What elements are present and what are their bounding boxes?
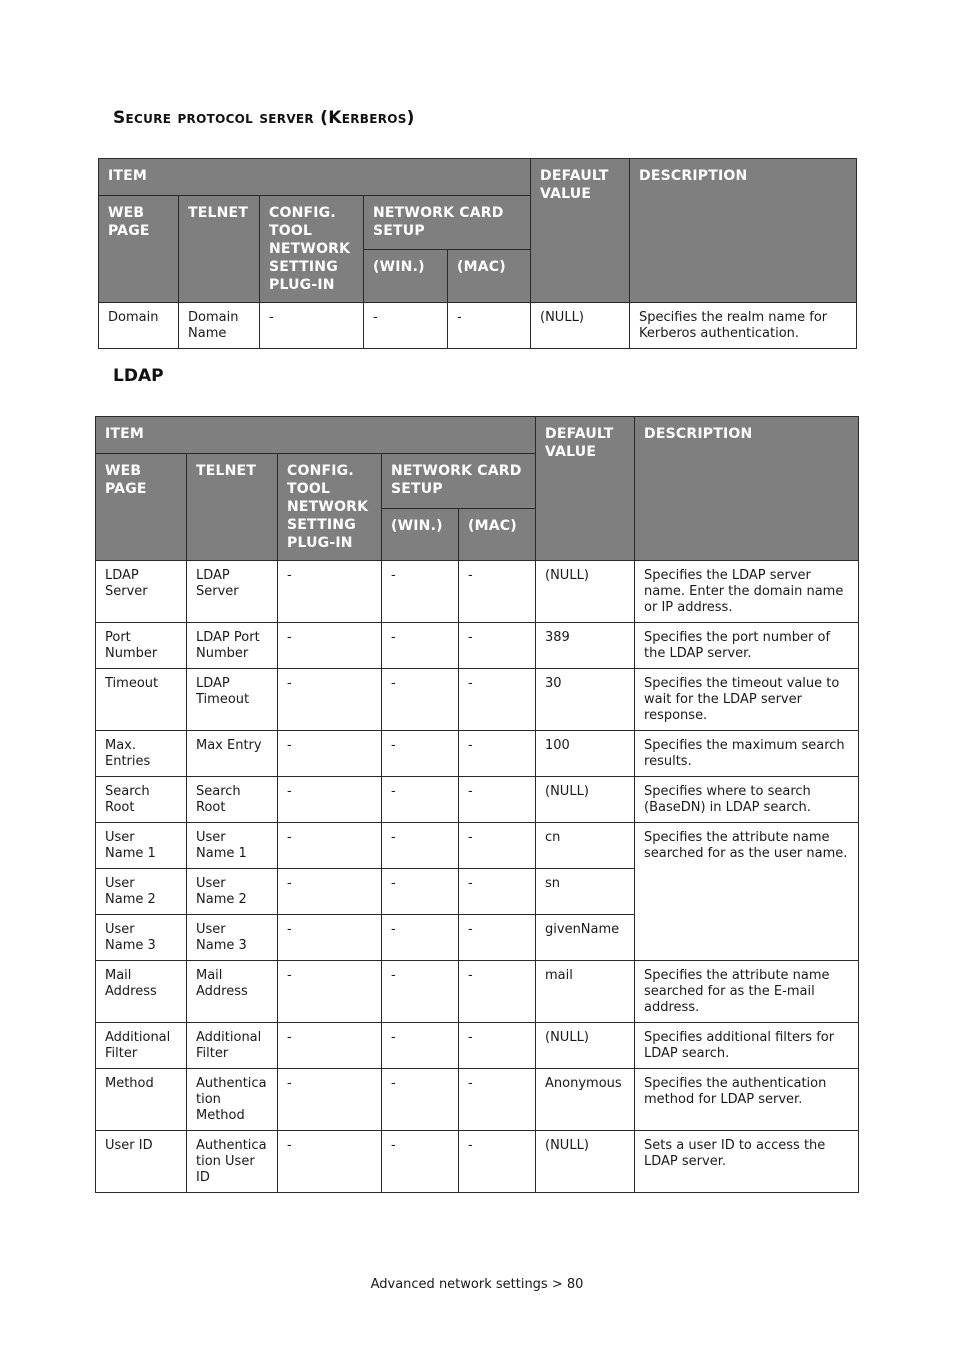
cell-config-tool: - (278, 731, 382, 777)
cell-mac: - (459, 1131, 536, 1193)
cell-default-value: (NULL) (536, 777, 635, 823)
table-row (96, 1023, 859, 1069)
table-row (96, 777, 859, 823)
cell-description: Specifies the attribute name searched for as the user name. (635, 823, 859, 961)
cell-description: Specifies the maximum search results. (635, 731, 859, 777)
cell-telnet: LDAP Port Number (187, 623, 278, 669)
cell-default-value: (NULL) (536, 561, 635, 623)
cell-telnet: LDAP Server (187, 561, 278, 623)
cell-description: Specifies the authentication method for LDAP server. (635, 1069, 859, 1131)
cell-default-value: Anonymous (536, 1069, 635, 1131)
table-row (96, 731, 859, 777)
cell-default-value: 30 (536, 669, 635, 731)
cell-web-page: Method (96, 1069, 187, 1131)
cell-web-page: Search Root (96, 777, 187, 823)
cell-telnet: User Name 2 (187, 869, 278, 915)
page-footer: Advanced network settings > 80 (370, 1277, 584, 1292)
header-description: DESCRIPTION (630, 159, 857, 303)
header-web-page: WEB PAGE (99, 196, 179, 303)
cell-telnet: User Name 3 (187, 915, 278, 961)
cell-win: - (382, 823, 459, 869)
cell-default-value: (NULL) (536, 1023, 635, 1069)
cell-default-value: cn (536, 823, 635, 869)
cell-mac: - (459, 561, 536, 623)
cell-telnet: Authentica tion User ID (187, 1131, 278, 1193)
cell-mac: - (459, 1023, 536, 1069)
header-network-card-setup: NETWORK CARD SETUP (382, 454, 536, 509)
cell-web-page: Domain (99, 303, 179, 349)
cell-description: Specifies additional filters for LDAP search. (635, 1023, 859, 1069)
cell-win: - (382, 669, 459, 731)
cell-config-tool: - (278, 869, 382, 915)
cell-default-value: (NULL) (536, 1131, 635, 1193)
cell-win: - (382, 777, 459, 823)
cell-config-tool: - (278, 915, 382, 961)
cell-web-page: LDAP Server (96, 561, 187, 623)
table-row (96, 1069, 859, 1131)
cell-web-page: User Name 3 (96, 915, 187, 961)
cell-config-tool: - (278, 1023, 382, 1069)
cell-win: - (382, 961, 459, 1023)
header-config-tool: CONFIG. TOOL NETWORK SETTING PLUG-IN (260, 196, 364, 303)
kerberos-section-title: Secure protocol server (Kerberos) (113, 108, 415, 128)
cell-win: - (382, 869, 459, 915)
cell-description: Specifies the port number of the LDAP server. (635, 623, 859, 669)
kerberos-settings-table (98, 158, 857, 349)
ldap-section-title: LDAP (113, 366, 164, 386)
cell-default-value: givenName (536, 915, 635, 961)
cell-telnet: Domain Name (179, 303, 260, 349)
cell-default-value: 100 (536, 731, 635, 777)
cell-telnet: Authentica tion Method (187, 1069, 278, 1131)
cell-description: Specifies the attribute name searched for as the E-mail address. (635, 961, 859, 1023)
cell-default-value: (NULL) (531, 303, 630, 349)
cell-config-tool: - (278, 961, 382, 1023)
cell-telnet: Search Root (187, 777, 278, 823)
cell-config-tool: - (278, 1131, 382, 1193)
cell-mac: - (459, 777, 536, 823)
header-win: (WIN.) (364, 250, 448, 303)
header-config-tool: CONFIG. TOOL NETWORK SETTING PLUG-IN (278, 454, 382, 561)
cell-web-page: User Name 1 (96, 823, 187, 869)
header-default-value: DEFAULT VALUE (531, 159, 630, 303)
cell-web-page: Timeout (96, 669, 187, 731)
cell-telnet: Mail Address (187, 961, 278, 1023)
cell-config-tool: - (278, 561, 382, 623)
cell-web-page: User ID (96, 1131, 187, 1193)
table-row (96, 961, 859, 1023)
header-win: (WIN.) (382, 509, 459, 561)
header-description: DESCRIPTION (635, 417, 859, 561)
cell-mac: - (459, 823, 536, 869)
cell-web-page: Port Number (96, 623, 187, 669)
cell-default-value: mail (536, 961, 635, 1023)
cell-win: - (382, 623, 459, 669)
cell-win: - (382, 1069, 459, 1131)
cell-win: - (382, 1023, 459, 1069)
ldap-settings-table (95, 416, 859, 1193)
cell-win: - (382, 1131, 459, 1193)
header-mac: (MAC) (448, 250, 531, 303)
cell-mac: - (459, 669, 536, 731)
header-telnet: TELNET (179, 196, 260, 303)
cell-win: - (382, 915, 459, 961)
header-item: ITEM (96, 417, 536, 454)
cell-mac: - (448, 303, 531, 349)
cell-web-page: Max. Entries (96, 731, 187, 777)
cell-config-tool: - (278, 669, 382, 731)
cell-config-tool: - (278, 623, 382, 669)
cell-default-value: sn (536, 869, 635, 915)
cell-default-value: 389 (536, 623, 635, 669)
header-item: ITEM (99, 159, 531, 196)
table-row (96, 623, 859, 669)
table-row (96, 1131, 859, 1193)
cell-config-tool: - (278, 823, 382, 869)
cell-config-tool: - (278, 777, 382, 823)
cell-description: Sets a user ID to access the LDAP server. (635, 1131, 859, 1193)
cell-description: Specifies where to search (BaseDN) in LDAP search. (635, 777, 859, 823)
cell-telnet: Additional Filter (187, 1023, 278, 1069)
header-mac: (MAC) (459, 509, 536, 561)
cell-telnet: LDAP Timeout (187, 669, 278, 731)
table-row (99, 303, 857, 349)
cell-config-tool: - (278, 1069, 382, 1131)
cell-description: Specifies the timeout value to wait for the LDAP server response. (635, 669, 859, 731)
cell-mac: - (459, 623, 536, 669)
header-default-value: DEFAULT VALUE (536, 417, 635, 561)
cell-description: Specifies the LDAP server name. Enter the domain name or IP address. (635, 561, 859, 623)
cell-web-page: Mail Address (96, 961, 187, 1023)
cell-mac: - (459, 869, 536, 915)
header-network-card-setup: NETWORK CARD SETUP (364, 196, 531, 250)
cell-mac: - (459, 1069, 536, 1131)
cell-win: - (382, 561, 459, 623)
cell-mac: - (459, 915, 536, 961)
cell-telnet: Max Entry (187, 731, 278, 777)
cell-web-page: User Name 2 (96, 869, 187, 915)
table-row (96, 823, 859, 869)
header-telnet: TELNET (187, 454, 278, 561)
table-row (96, 561, 859, 623)
cell-telnet: User Name 1 (187, 823, 278, 869)
cell-win: - (382, 731, 459, 777)
cell-win: - (364, 303, 448, 349)
cell-description: Specifies the realm name for Kerberos authentication. (630, 303, 857, 349)
cell-mac: - (459, 961, 536, 1023)
cell-config-tool: - (260, 303, 364, 349)
cell-web-page: Additional Filter (96, 1023, 187, 1069)
table-row (96, 669, 859, 731)
cell-mac: - (459, 731, 536, 777)
header-web-page: WEB PAGE (96, 454, 187, 561)
